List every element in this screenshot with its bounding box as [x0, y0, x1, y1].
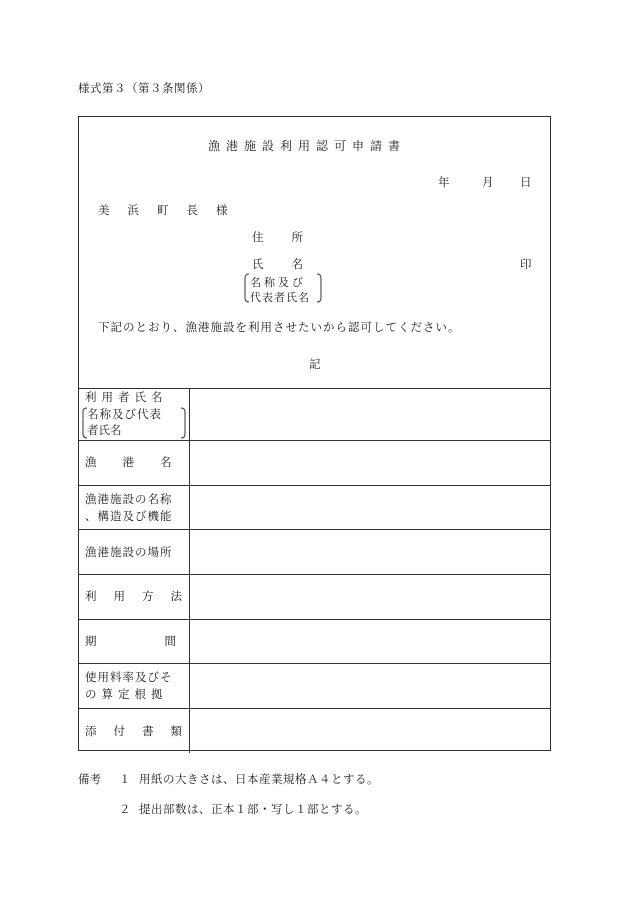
- port-name-value[interactable]: [189, 441, 551, 486]
- attachments-value[interactable]: [189, 709, 551, 754]
- fee-rate-value[interactable]: [189, 664, 551, 709]
- date-day-label: 日: [520, 175, 532, 189]
- table-row: [78, 664, 551, 709]
- user-name-line1: 利用者氏名: [85, 390, 168, 404]
- fee-rate-line2: の算定根拠: [85, 687, 168, 702]
- row-label-port-name: [78, 441, 198, 486]
- facility-location-label: 漁港施設の場所: [85, 544, 173, 559]
- user-name-bracket: [85, 406, 189, 440]
- row-label-usage-method: [78, 575, 199, 620]
- ki-heading: 記: [309, 357, 321, 371]
- facility-name-value[interactable]: [189, 485, 551, 530]
- note-1-text: 用紙の大きさは、日本産業規格Ａ４とする。: [139, 772, 379, 786]
- facility-name-line2: 、構造及び機能: [85, 508, 173, 523]
- table-row: [78, 389, 551, 441]
- detail-table: [78, 388, 551, 753]
- port-name-label: 漁港名: [85, 455, 198, 470]
- period-label: 期間: [85, 634, 244, 649]
- name-label: 氏名: [252, 257, 331, 271]
- bracket-text-line2: 代表者氏名: [250, 291, 310, 304]
- row-label-facility-name: [78, 485, 189, 530]
- usage-method-label: 利用方法: [85, 589, 199, 604]
- row-label-attachments: [78, 709, 199, 754]
- row-label-user-name: [78, 389, 189, 441]
- user-name-value[interactable]: [189, 389, 551, 441]
- seal-mark: 印: [520, 257, 532, 271]
- notes-heading: 備考: [78, 772, 101, 786]
- date-year-label: 年: [438, 175, 450, 189]
- table-row: [78, 485, 551, 530]
- row-label-facility-location: [78, 530, 189, 575]
- user-name-line2: 名称及び代表: [87, 407, 162, 421]
- table-row: [78, 530, 551, 575]
- table-row: [78, 441, 551, 486]
- form-title: 漁港施設利用認可申請書: [208, 139, 407, 153]
- note-2-text: 提出部数は、正本１部・写し１部とする。: [139, 802, 367, 816]
- facility-name-line1: 漁港施設の名称: [85, 491, 173, 506]
- bracket-text-line1: 名称及び: [250, 276, 306, 289]
- table-row: [78, 709, 551, 754]
- row-label-period: [78, 619, 244, 664]
- date-month-label: 月: [482, 175, 494, 189]
- addressee: 美浜町長様: [98, 203, 246, 217]
- row-label-fee-rate: [78, 664, 189, 709]
- facility-location-value[interactable]: [189, 530, 551, 575]
- request-statement: 下記のとおり、漁港施設を利用させたいから認可してください。: [98, 320, 461, 334]
- note-2-number: ２: [119, 802, 131, 816]
- usage-method-value[interactable]: [189, 575, 551, 620]
- form-number-label: 様式第３（第３条関係）: [78, 81, 210, 95]
- note-1-number: １: [119, 772, 131, 786]
- table-row: [78, 619, 551, 664]
- address-label: 住所: [252, 230, 331, 244]
- user-name-line3: 者氏名: [87, 423, 122, 437]
- fee-rate-line1: 使用料率及びそ: [85, 670, 173, 685]
- attachments-label: 添付書類: [85, 723, 199, 738]
- table-row: [78, 575, 551, 620]
